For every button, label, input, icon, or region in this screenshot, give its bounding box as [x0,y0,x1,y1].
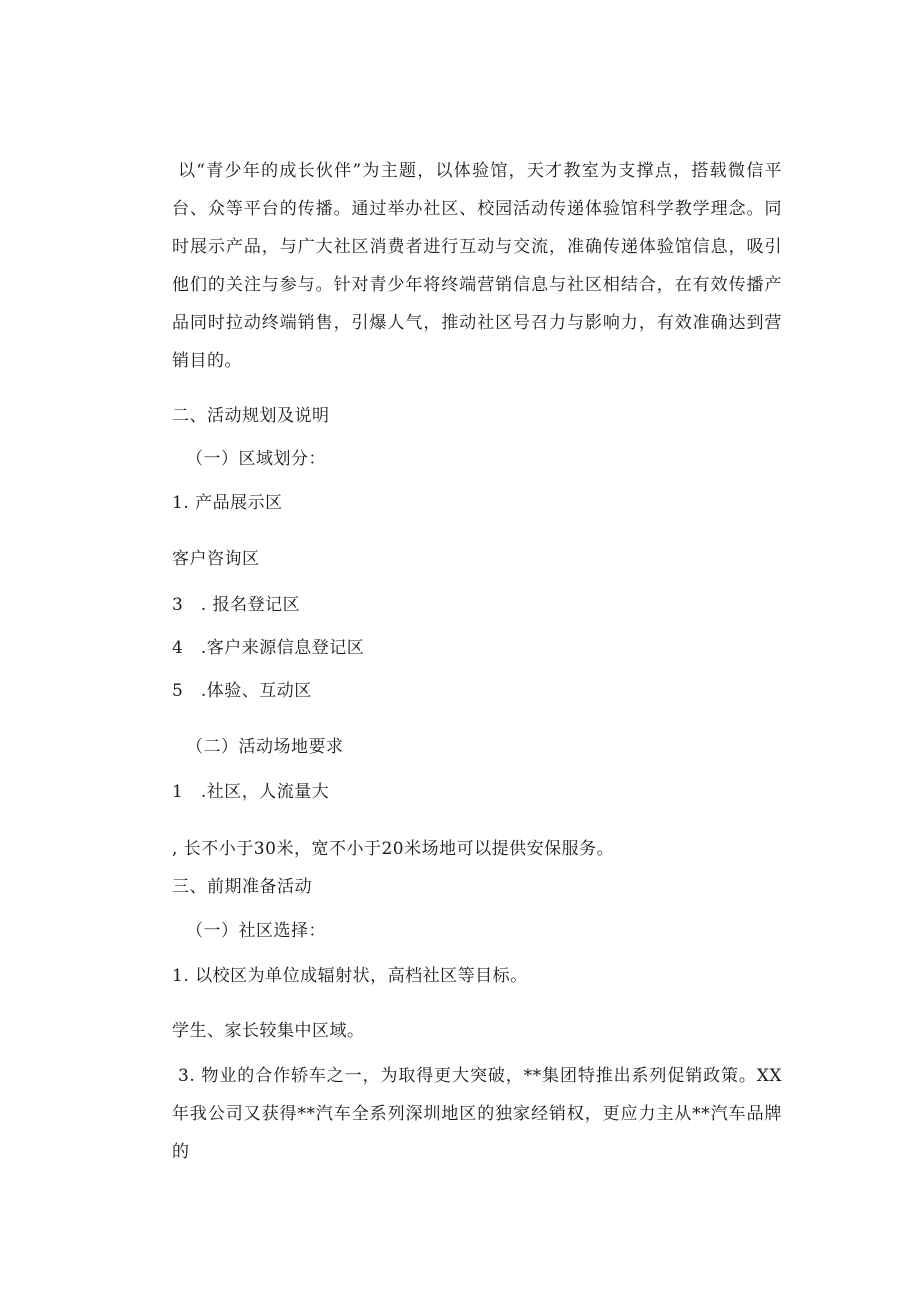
closing-paragraph: 3. 物业的合作轿车之一，为取得更大突破，**集团特推出系列促销政策。XX年我公司又获得**汽车全系列深圳地区的独家经销权，更应力主从**汽车品牌的 [172,1066,782,1162]
section-3-heading: 三、前期准备活动 [172,877,312,897]
intro-paragraph: 以“青少年的成长伙伴”为主题，以体验馆，天才教室为支撑点，搭载微信平台、众等平台的传播。通过举办社区、校园活动传递体验馆科学教学理念。同时展示产品，与广大社区消费者进行互动与交流，准确传递体验馆信息，吸引他们的关注与参与。针对青少年将终端营销信息与社区相结合，在有效传播产品同时拉动终端销售，引爆人气，推动社区号召力与影响力，有效准确达到营销目的。 [172,161,782,371]
venue-item-size: , 长不小于30米，宽不小于20米场地可以提供安保服务。 [172,839,615,859]
choice-item-students: 学生、家长较集中区域。 [172,1021,365,1041]
zone-item-experience: 5 .体验、互动区 [172,681,312,701]
subsection-community-heading: （一）社区选择： [186,921,326,941]
subsection-venue-heading: （二）活动场地要求 [186,737,344,757]
zone-item-customer-consult: 客户咨询区 [172,549,260,569]
choice-item-campus: 1. 以校区为单位成辐射状，高档社区等目标。 [172,966,528,986]
venue-item-community: 1 .社区，人流量大 [172,782,330,802]
subsection-zone-division-heading: （一）区域划分： [186,449,326,469]
zone-item-product-display: 1. 产品展示区 [172,493,283,513]
zone-item-registration: 3 . 报名登记区 [172,595,301,615]
section-2-heading: 二、活动规划及说明 [172,406,330,426]
zone-item-source-info: 4 .客户来源信息登记区 [172,638,365,658]
